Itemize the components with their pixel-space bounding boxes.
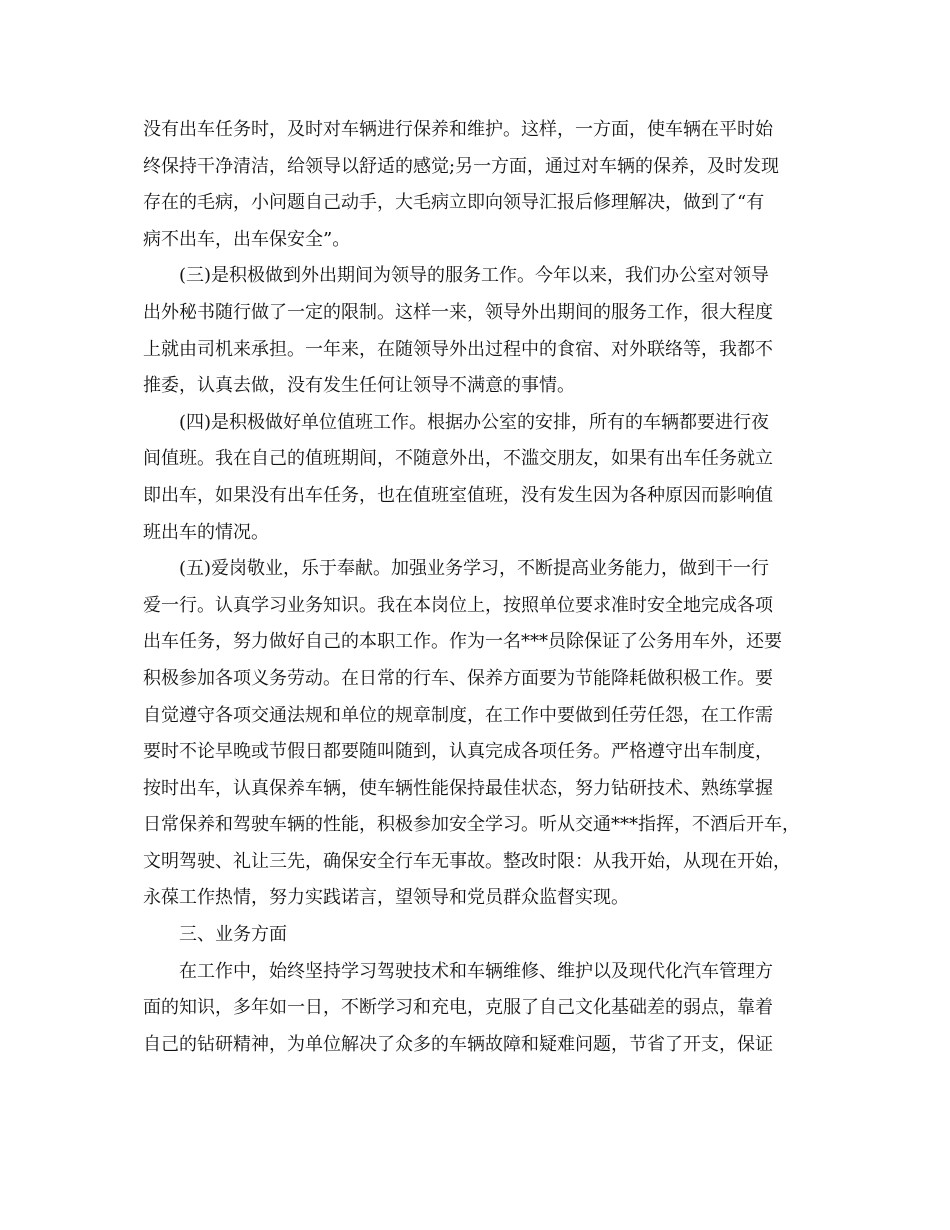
text-line: 面的知识，多年如一日，不断学习和充电，克服了自己文化基础差的弱点，靠着 xyxy=(143,997,773,1019)
text-line: (五)爱岗敬业，乐于奉献。加强业务学习，不断提高业务能力，做到干一行 xyxy=(179,558,770,580)
text-line: 病不出车，出车保安全”。 xyxy=(143,228,351,250)
text-line: 出外秘书随行做了一定的限制。这样一来，领导外出期间的服务工作，很大程度 xyxy=(143,301,773,323)
text-line: 积极参加各项义务劳动。在日常的行车、保养方面要为节能降耗做积极工作。要 xyxy=(143,667,773,689)
text-line: (三)是积极做到外出期间为领导的服务工作。今年以来，我们办公室对领导 xyxy=(179,265,770,287)
text-line: 自己的钻研精神，为单位解决了众多的车辆故障和疑难问题，节省了开支，保证 xyxy=(143,1033,773,1055)
text-line: 间值班。我在自己的值班期间，不随意外出，不滥交朋友，如果有出车任务就立 xyxy=(143,448,773,470)
text-line: 三、业务方面 xyxy=(179,924,287,946)
text-line: (四)是积极做好单位值班工作。根据办公室的安排，所有的车辆都要进行夜 xyxy=(179,411,770,433)
text-line: 班出车的情况。 xyxy=(143,521,269,543)
text-line: 出车任务，努力做好自己的本职工作。作为一名***员除保证了公务用车外，还要 xyxy=(143,631,782,653)
text-line: 没有出车任务时，及时对车辆进行保养和维护。这样，一方面，使车辆在平时始 xyxy=(143,119,773,140)
text-line: 在工作中，始终坚持学习驾驶技术和车辆维修、维护以及现代化汽车管理方 xyxy=(179,960,773,982)
text-line: 爱一行。认真学习业务知识。我在本岗位上，按照单位要求准时安全地完成各项 xyxy=(143,594,773,616)
text-line: 自觉遵守各项交通法规和单位的规章制度，在工作中要做到任劳任怨，在工作需 xyxy=(143,704,773,726)
text-line: 存在的毛病，小问题自己动手，大毛病立即向领导汇报后修理解决，做到了“有 xyxy=(143,192,765,214)
text-line: 要时不论早晚或节假日都要随叫随到，认真完成各项任务。严格遵守出车制度， xyxy=(143,741,773,763)
text-line: 日常保养和驾驶车辆的性能，积极参加安全学习。听从交通***指挥，不酒后开车， xyxy=(143,814,800,836)
text-line: 文明驾驶、礼让三先，确保安全行车无事故。整改时限：从我开始，从现在开始， xyxy=(143,850,791,872)
text-line: 上就由司机来承担。一年来，在随领导外出过程中的食宿、对外联络等，我都不 xyxy=(143,338,773,360)
document-body xyxy=(143,112,823,1063)
text-line: 推委，认真去做，没有发生任何让领导不满意的事情。 xyxy=(143,375,575,397)
text-line: 终保持干净清洁，给领导以舒适的感觉;另一方面，通过对车辆的保养，及时发现 xyxy=(143,155,780,177)
text-line: 永葆工作热情，努力实践诺言，望领导和党员群众监督实现。 xyxy=(143,887,629,909)
text-line: 即出车，如果没有出车任务，也在值班室值班，没有发生因为各种原因而影响值 xyxy=(143,484,773,506)
text-line: 按时出车，认真保养车辆，使车辆性能保持最佳状态，努力钻研技术、熟练掌握 xyxy=(143,777,773,799)
